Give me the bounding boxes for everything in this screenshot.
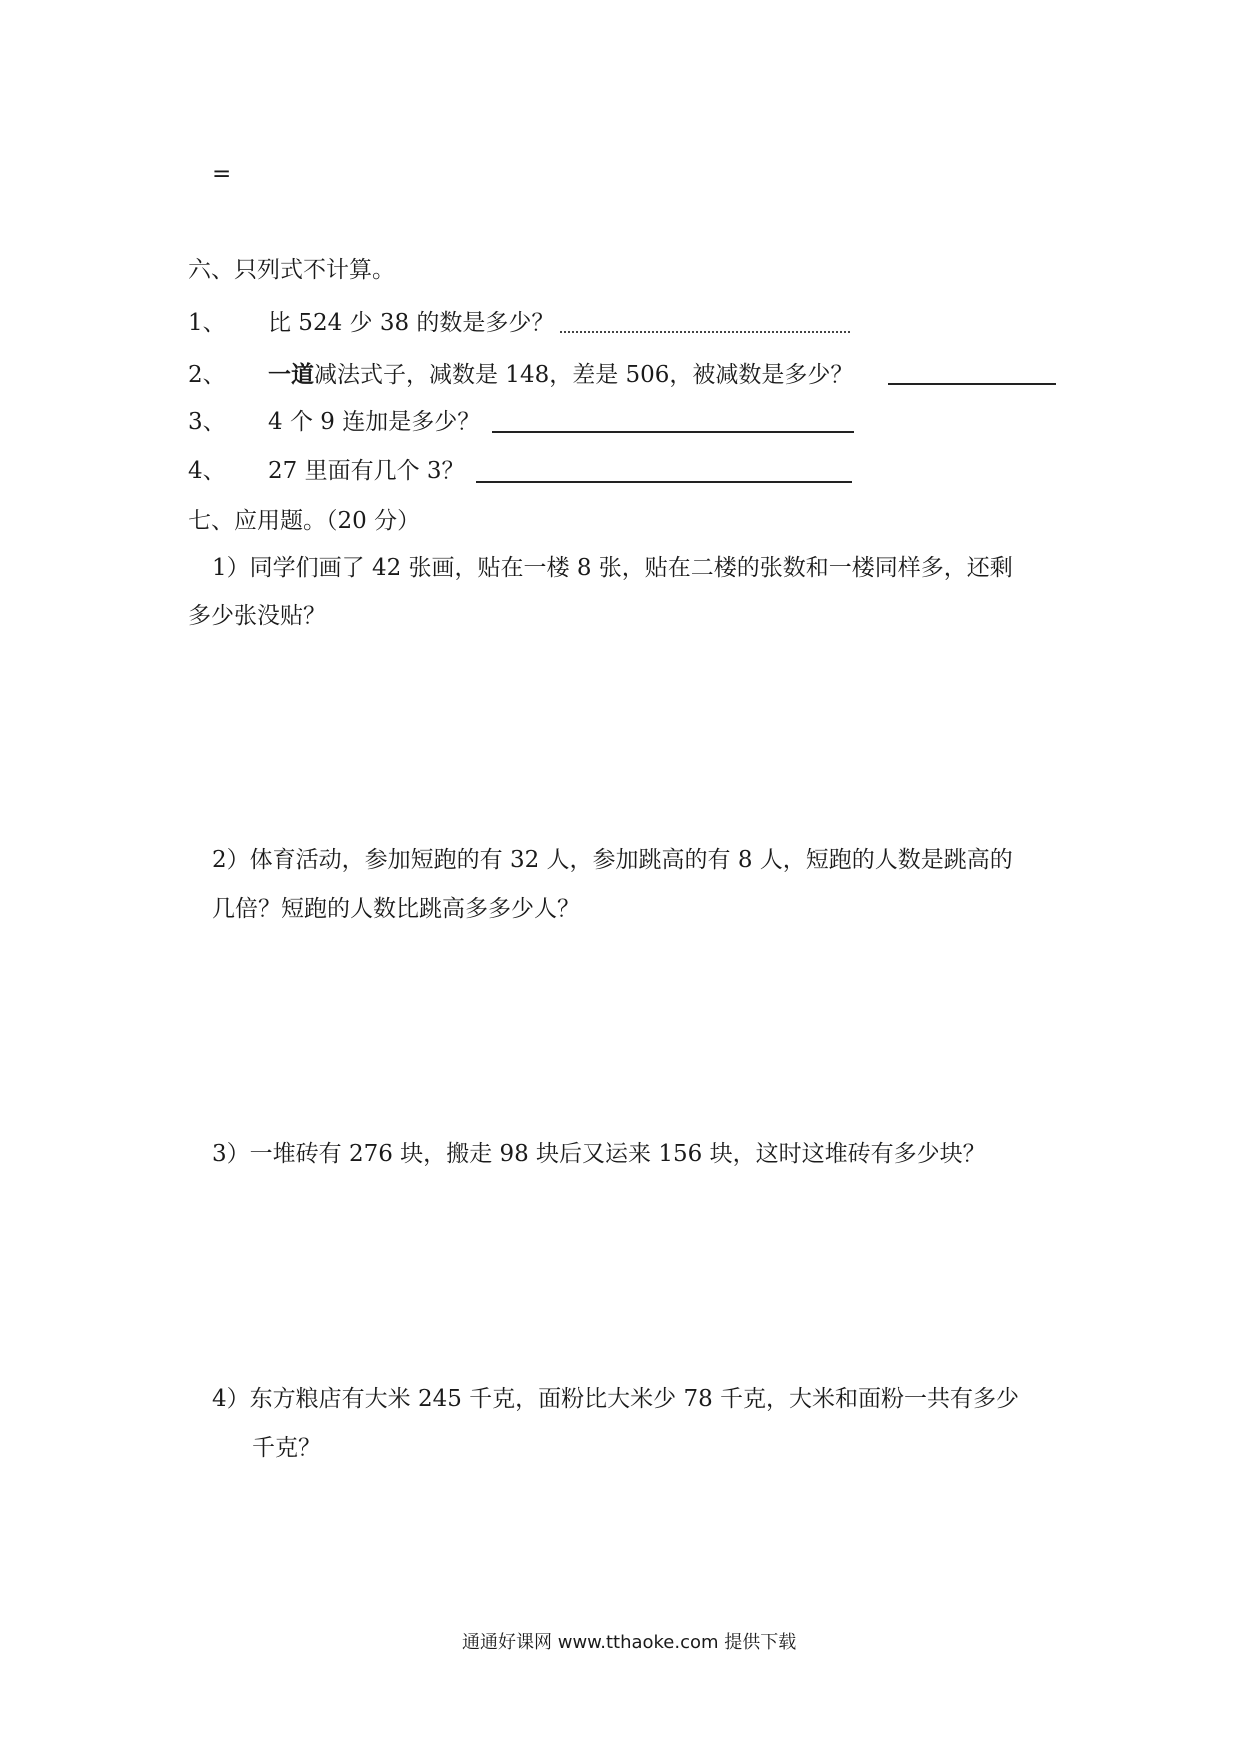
question-1 bbox=[188, 312, 554, 335]
problem-4-line-2: 千克？ bbox=[252, 1435, 321, 1461]
problem-2-line-2: 几倍？短跑的人数比跳高多多少人？ bbox=[212, 896, 580, 922]
question-2 bbox=[188, 363, 853, 387]
question-1-number: 1、 bbox=[188, 310, 226, 336]
problem-1-line-1: 1）同学们画了 42 张画，贴在一楼 8 张，贴在二楼的张数和一楼同样多，还剩 bbox=[212, 555, 1013, 581]
answer-line-4[interactable] bbox=[476, 481, 852, 483]
answer-line-2[interactable] bbox=[888, 383, 1056, 385]
question-4 bbox=[188, 460, 465, 483]
problem-4-line-1: 4）东方粮店有大米 245 千克，面粉比大米少 78 千克，大米和面粉一共有多少 bbox=[212, 1386, 1020, 1412]
problem-1-line-2: 多少张没贴？ bbox=[188, 603, 326, 629]
question-4-number: 4、 bbox=[188, 458, 226, 484]
equals-sign: = bbox=[212, 161, 232, 187]
section-7-heading: 七、应用题。（20 分） bbox=[188, 508, 421, 534]
section-6-heading: 六、只列式不计算。 bbox=[188, 257, 395, 283]
question-2-text: 减法式子，减数是 148，差是 506，被减数是多少？ bbox=[314, 362, 854, 388]
answer-line-3[interactable] bbox=[492, 431, 854, 433]
question-3 bbox=[188, 411, 480, 434]
question-2-number: 2、 bbox=[188, 362, 226, 388]
answer-line-1[interactable] bbox=[560, 331, 850, 333]
question-4-text: 27 里面有几个 3？ bbox=[268, 458, 465, 484]
problem-2-line-1: 2）体育活动，参加短跑的有 32 人，参加跳高的有 8 人，短跑的人数是跳高的 bbox=[212, 847, 1013, 873]
question-3-text: 4 个 9 连加是多少？ bbox=[268, 409, 481, 435]
question-1-text: 比 524 少 38 的数是多少？ bbox=[268, 310, 555, 336]
question-2-bold-text: 一道 bbox=[268, 361, 314, 388]
question-3-number: 3、 bbox=[188, 409, 226, 435]
problem-3-line-1: 3）一堆砖有 276 块，搬走 98 块后又运来 156 块，这时这堆砖有多少块？ bbox=[212, 1141, 986, 1167]
page-footer: 通通好课网 www.tthaoke.com 提供下载 bbox=[462, 1632, 797, 1653]
